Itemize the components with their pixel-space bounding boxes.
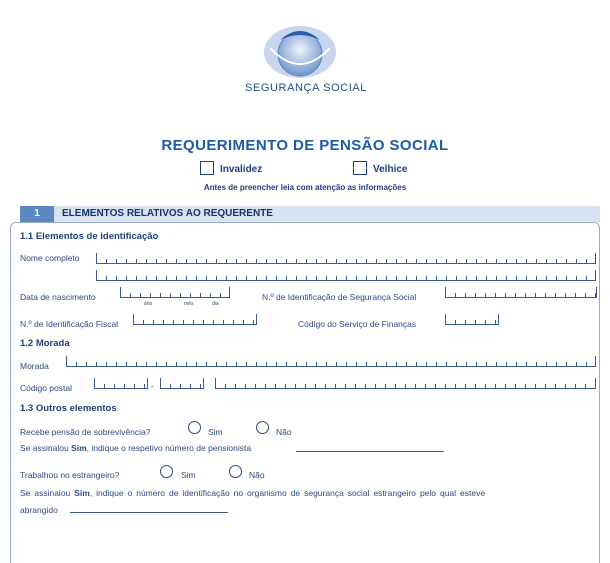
subsection-1-1-title: 1.1 Elementos de identificação (20, 231, 159, 242)
abrangido-field[interactable] (70, 512, 228, 513)
postal-label: Código postal (20, 383, 72, 393)
sobrevivencia-nao-label: Não (276, 427, 292, 437)
section-title: ELEMENTOS RELATIVOS AO REQUERENTE (62, 208, 273, 219)
q-estrangeiro-label: Trabalhou no estrangeiro? (20, 470, 120, 480)
sobrevivencia-sim-radio[interactable] (188, 421, 201, 434)
invalidez-checkbox[interactable] (200, 161, 214, 175)
subsection-1-3-title: 1.3 Outros elementos (20, 403, 117, 414)
estrangeiro-instruction: Se assinalou Sim, indique o número de identificação no organismo de segurança social estrangeiro pelo qual esteve (20, 488, 486, 498)
nome-label: Nome completo (20, 253, 80, 263)
ano-label: ano (144, 301, 153, 307)
nascimento-field[interactable] (120, 287, 230, 298)
estrangeiro-nao-label: Não (249, 470, 265, 480)
estrangeiro-nao-radio[interactable] (229, 465, 242, 478)
nome-field-line2[interactable] (96, 270, 596, 281)
estrangeiro-sim-label: Sim (181, 470, 196, 480)
abrangido-label: abrangido (20, 505, 58, 515)
q-sobrevivencia-label: Recebe pensão de sobrevivência? (20, 427, 151, 437)
financas-label: Código do Serviço de Finanças (298, 319, 417, 329)
niss-field[interactable] (445, 287, 597, 298)
postal-code-field-1[interactable] (94, 378, 148, 389)
seguranca-social-logo (262, 14, 338, 84)
pensionista-instruction: Se assinalou Sim, indique o respetivo número de pensionista (20, 443, 252, 453)
sobrevivencia-nao-radio[interactable] (256, 421, 269, 434)
morada-field[interactable] (66, 356, 596, 367)
subsection-1-2-title: 1.2 Morada (20, 338, 70, 349)
postal-locality-field[interactable] (215, 378, 596, 389)
velhice-checkbox[interactable] (353, 161, 367, 175)
postal-code-field-2[interactable] (160, 378, 204, 389)
mes-label: mês (184, 301, 194, 307)
brand-name: SEGURANÇA SOCIAL (244, 82, 368, 94)
invalidez-label: Invalidez (220, 164, 263, 175)
estrangeiro-sim-radio[interactable] (160, 465, 173, 478)
niss-label: N.º de Identificação de Segurança Social (262, 292, 417, 302)
financas-field[interactable] (445, 314, 499, 325)
section-number: 1 (20, 206, 54, 222)
nif-label: N.º de Identificação Fiscal (20, 319, 119, 329)
pensionista-field[interactable] (296, 451, 444, 452)
sobrevivencia-sim-label: Sim (208, 427, 223, 437)
instructions-text: Antes de preencher leia com atenção as informações (203, 183, 407, 192)
form-title: REQUERIMENTO DE PENSÃO SOCIAL (161, 137, 449, 154)
morada-label: Morada (20, 361, 49, 371)
postal-dash: - (151, 381, 154, 391)
velhice-label: Velhice (373, 164, 408, 175)
nome-field-line1[interactable] (96, 253, 596, 264)
dia-label: dia (212, 301, 219, 307)
nascimento-label: Data de nascimento (20, 292, 96, 302)
nif-field[interactable] (133, 314, 257, 325)
